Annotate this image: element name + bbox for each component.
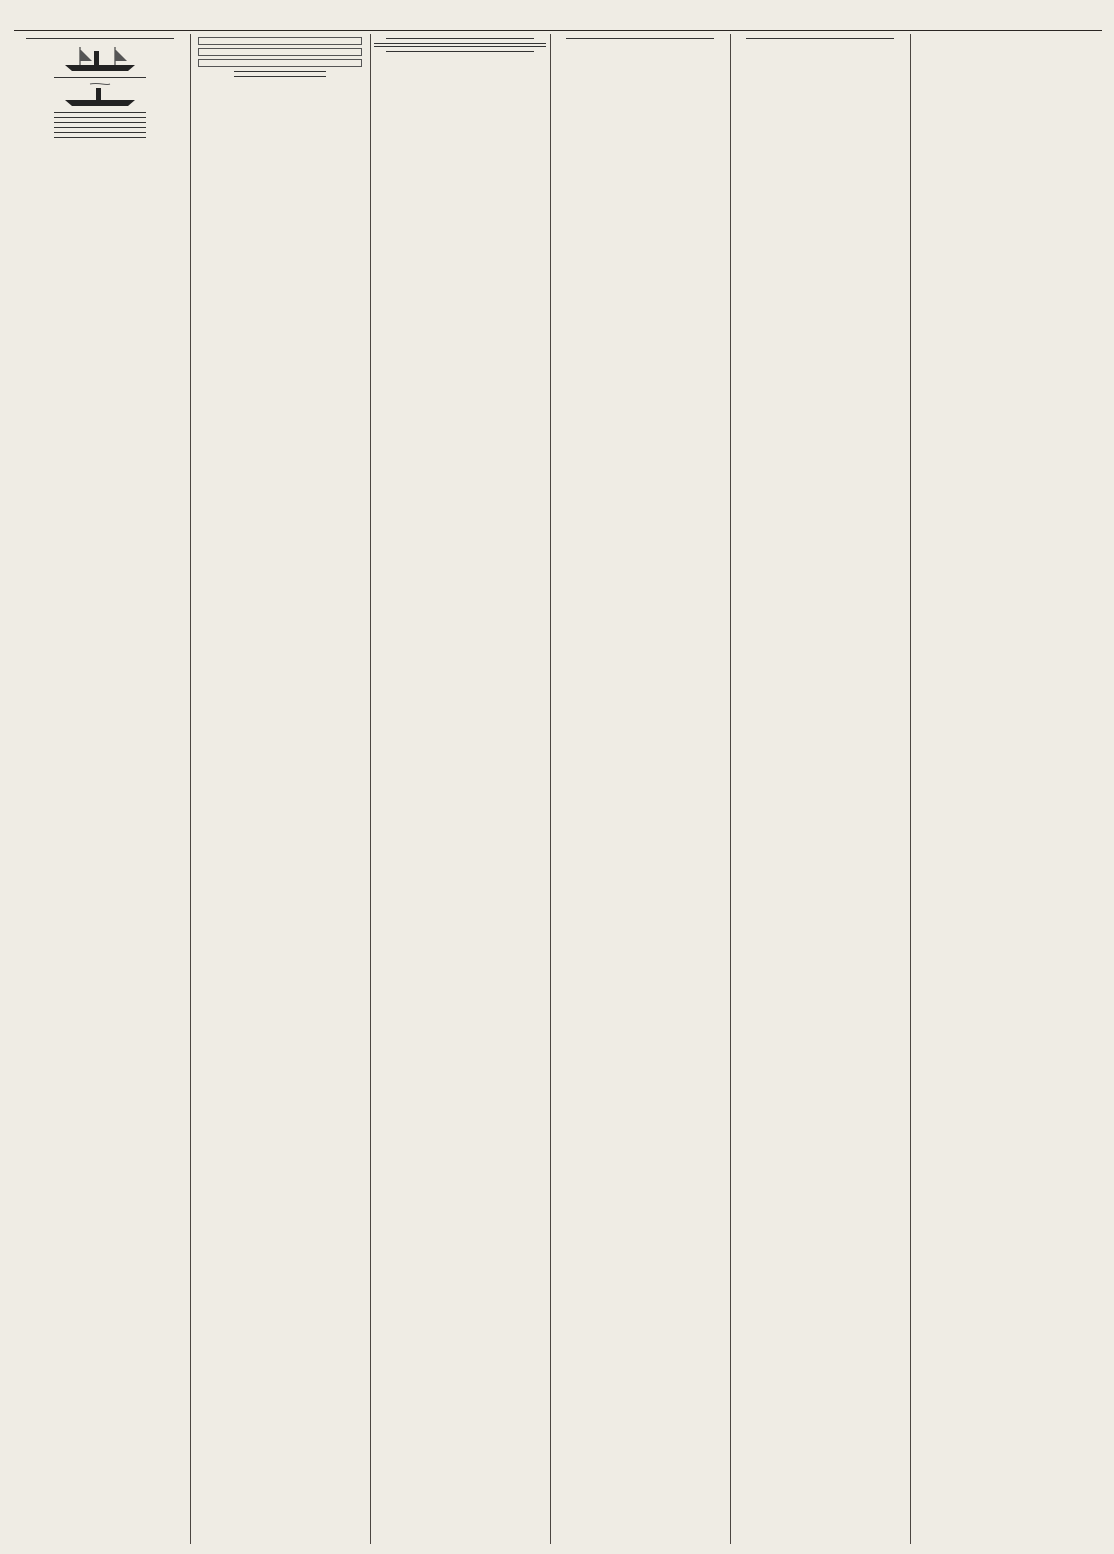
column-3 (374, 34, 546, 1542)
top-rule (14, 30, 1102, 31)
steamship-icon (60, 43, 140, 73)
column-2 (194, 34, 366, 1542)
atkins-box (198, 37, 362, 45)
column-rule (730, 34, 731, 1544)
column-4 (554, 34, 726, 1542)
clere-box (198, 59, 362, 67)
column-rule (370, 34, 371, 1544)
atkins-engineers (198, 48, 362, 56)
column-rule (910, 34, 911, 1544)
column-rule (190, 34, 191, 1544)
column-rule (550, 34, 551, 1544)
masthead (0, 6, 1114, 28)
issue-date (374, 43, 546, 47)
column-1 (14, 34, 186, 1542)
column-5 (734, 34, 906, 1542)
steamship-icon (60, 82, 140, 108)
